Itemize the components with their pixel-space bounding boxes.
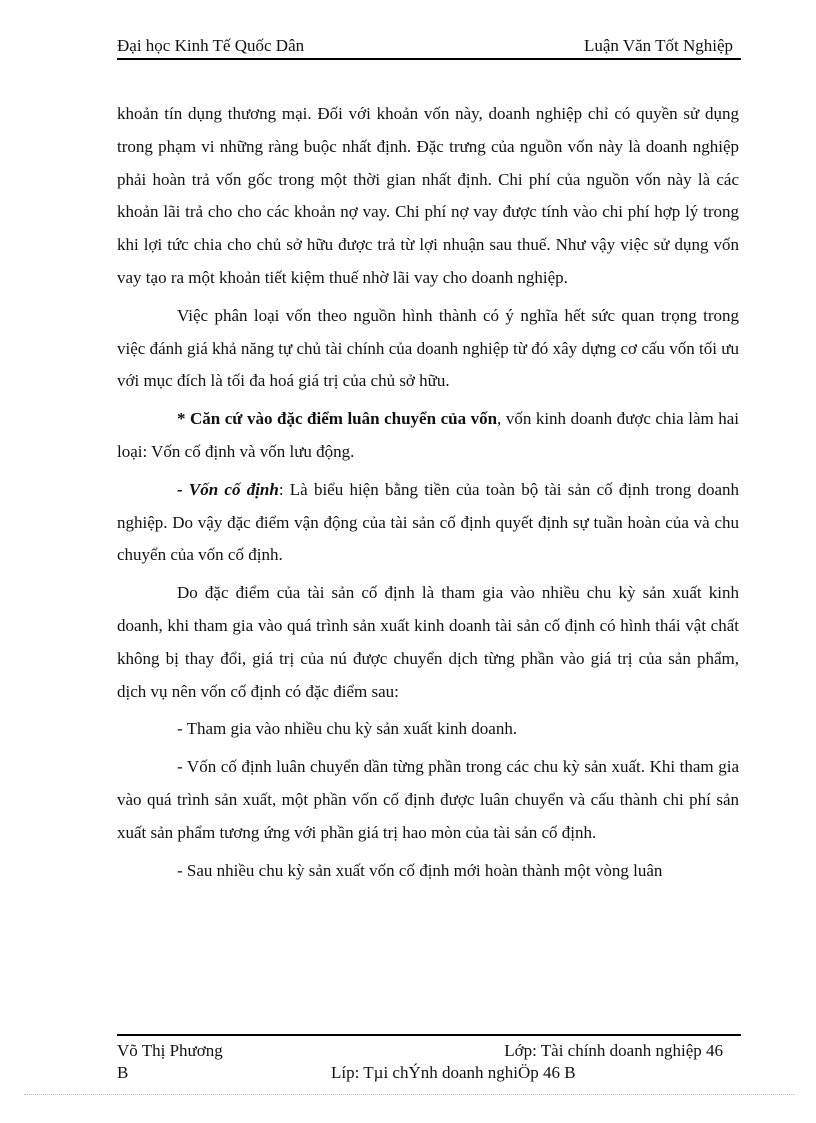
paragraph-7: - Vốn cố định luân chuyển dần từng phần trong các chu kỳ sản xuất. Khi tham gia vào quá trình sản xuất, một phần vốn cố định được luân chuyển và cấu thành chi phí sản xuất sản phẩm tương ứng với phần giá trị hao mòn của tài sản cố định.	[117, 757, 739, 842]
paragraph-3	[117, 403, 739, 469]
footer-class-garbled: Líp: Tµi chÝnh doanh nghiÖp 46 B	[331, 1063, 576, 1082]
paragraph-3-text: , vốn kinh doanh được chia làm hai loại: Vốn cố định và vốn lưu động.	[117, 409, 739, 461]
paragraph-8: - Sau nhiều chu kỳ sản xuất vốn cố định mới hoàn thành một vòng luân	[177, 860, 663, 880]
document-body	[117, 98, 739, 892]
footer-divider	[117, 1034, 741, 1036]
header-thesis-title: Luận Văn Tốt Nghiệp	[583, 36, 733, 55]
paragraph-1: khoản tín dụng thương mại. Đối với khoản vốn này, doanh nghiệp chỉ có quyền sử dụng trong phạm vi những ràng buộc nhất định. Đặc trưng của nguồn vốn này là doanh nghiệp phải hoàn trả vốn gốc trong một thời gian nhất định. Chi phí của nguồn vốn này là các khoản lãi trả cho cho các khoản nợ vay. Chi phí nợ vay được tính vào chi phí hợp lý trong khi lợi tức chia cho chủ sở hữu được trả từ lợi nhuận sau thuế. Như vậy việc sử dụng vốn vay tạo ra một khoản tiết kiệm thuế nhờ lãi vay cho doanh nghiệp.	[117, 104, 739, 287]
header-university: Đại học Kinh Tế Quốc Dân	[117, 36, 305, 55]
paragraph-4-term: - Vốn cố định	[177, 479, 279, 499]
paragraph-2: Việc phân loại vốn theo nguồn hình thành có ý nghĩa hết sức quan trọng trong việc đánh giá khả năng tự chủ tài chính của doanh nghiệp từ đó xây dựng cơ cấu vốn tối ưu với mục đích là tối đa hoá giá trị của chủ sở hữu.	[117, 305, 739, 391]
paragraph-4	[117, 474, 739, 572]
footer-author-suffix: B	[117, 1063, 129, 1082]
paragraph-5: Do đặc điểm của tài sản cố định là tham gia vào nhiều chu kỳ sản xuất kinh doanh, khi tham gia vào quá trình sản xuất kinh doanh tài sản cố định có hình thái vật chất không bị thay đổi, giá trị của nú được chuyển dịch từng phần vào giá trị của sản phẩm, dịch vụ nên vốn cố định có đặc điểm sau:	[117, 583, 739, 701]
paragraph-4-text: : Là biểu hiện bằng tiền của toàn bộ tài sản cố định trong doanh nghiệp. Do vậy đặc điểm vận động của tài sản cố định quyết định sự tuần hoàn của và chu chuyển của vốn cố định.	[117, 479, 739, 565]
footer-class: Lớp: Tài chính doanh nghiệp 46	[504, 1041, 723, 1060]
page-edge-dots	[24, 1094, 794, 1095]
footer-author: Võ Thị Phương	[117, 1041, 223, 1060]
paragraph-6: - Tham gia vào nhiều chu kỳ sản xuất kinh doanh.	[177, 719, 518, 739]
paragraph-3-heading: * Căn cứ vào đặc điểm luân chuyển của vốn	[177, 409, 498, 429]
header-divider	[117, 58, 741, 60]
